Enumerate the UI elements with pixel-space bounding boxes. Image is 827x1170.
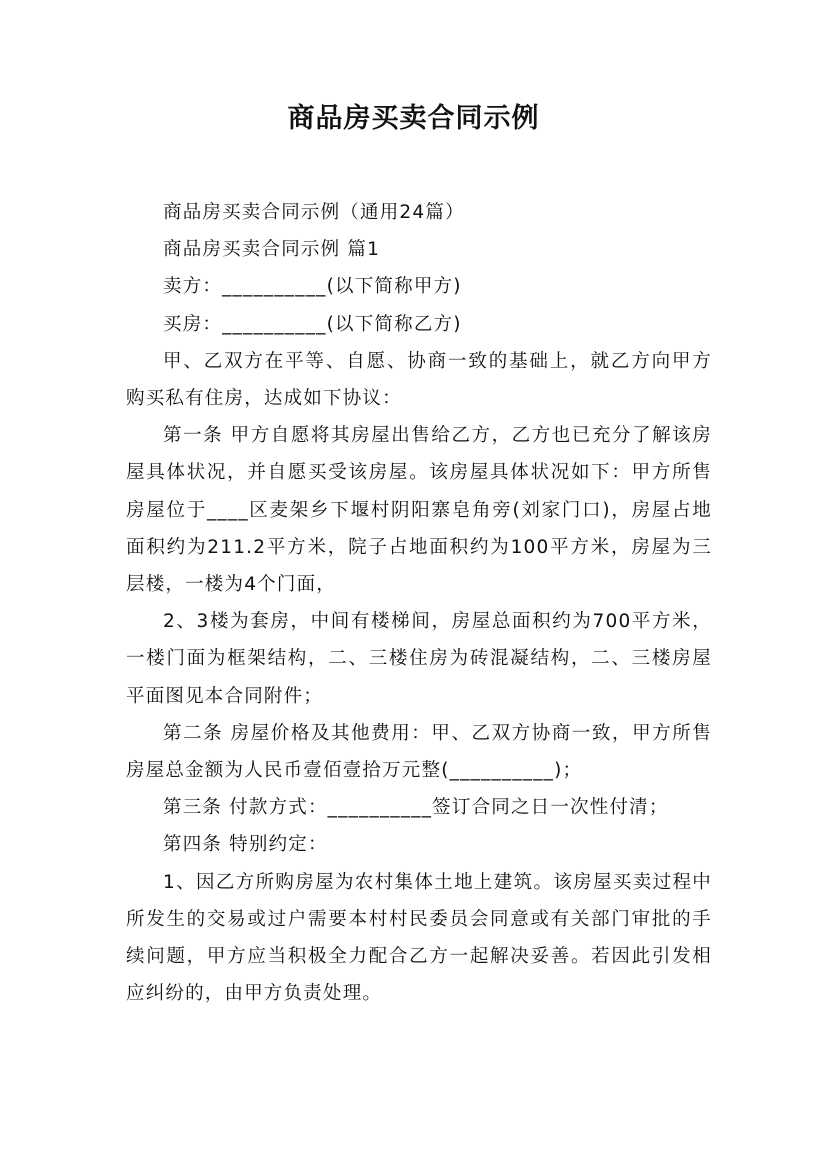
special-clause-1-paragraph: 1、因乙方所购房屋为农村集体土地上建筑。该房屋买卖过程中所发生的交易或过户需要本村村民委员会同意或有关部门审批的手续问题，甲方应当积极全力配合乙方一起解决妥善。若因此引发相应纠纷的，由甲方负责处理。 (126, 871, 712, 1005)
buyer-line: 买房：__________(以下简称乙方) (163, 313, 462, 335)
seller-line: 卖方：__________(以下简称甲方) (163, 276, 462, 298)
document-body (126, 194, 712, 1012)
preamble-paragraph: 甲、乙双方在平等、自愿、协商一致的基础上，就乙方向甲方购买私有住房，达成如下协议： (126, 350, 712, 410)
article-3-paragraph: 第三条 付款方式：__________签订合同之日一次性付清； (163, 797, 669, 819)
article-1-paragraph: 第一条 甲方自愿将其房屋出售给乙方，乙方也已充分了解该房屋具体状况，并自愿买受该房屋。该房屋具体状况如下：甲方所售房屋位于____区麦架乡下堰村阴阳寨皂角旁(刘家门口)，房屋占地面积约为211.2平方米，院子占地面积约为100平方米，房屋为三层楼，一楼为4个门面， (126, 425, 712, 596)
document-subtitle: 商品房买卖合同示例（通用24篇） (163, 202, 465, 223)
article-1-continued-paragraph: 2、3楼为套房，中间有楼梯间，房屋总面积约为700平方米，一楼门面为框架结构，二、三楼住房为砖混凝结构，二、三楼房屋平面图见本合同附件； (126, 611, 712, 707)
document-title: 商品房买卖合同示例 (287, 103, 540, 134)
article-2-paragraph: 第二条 房屋价格及其他费用：甲、乙双方协商一致，甲方所售房屋总金额为人民币壹佰壹拾万元整(__________)； (126, 722, 712, 782)
article-4-heading: 第四条 特别约定： (163, 834, 328, 856)
section-heading: 商品房买卖合同示例 篇1 (163, 239, 381, 261)
